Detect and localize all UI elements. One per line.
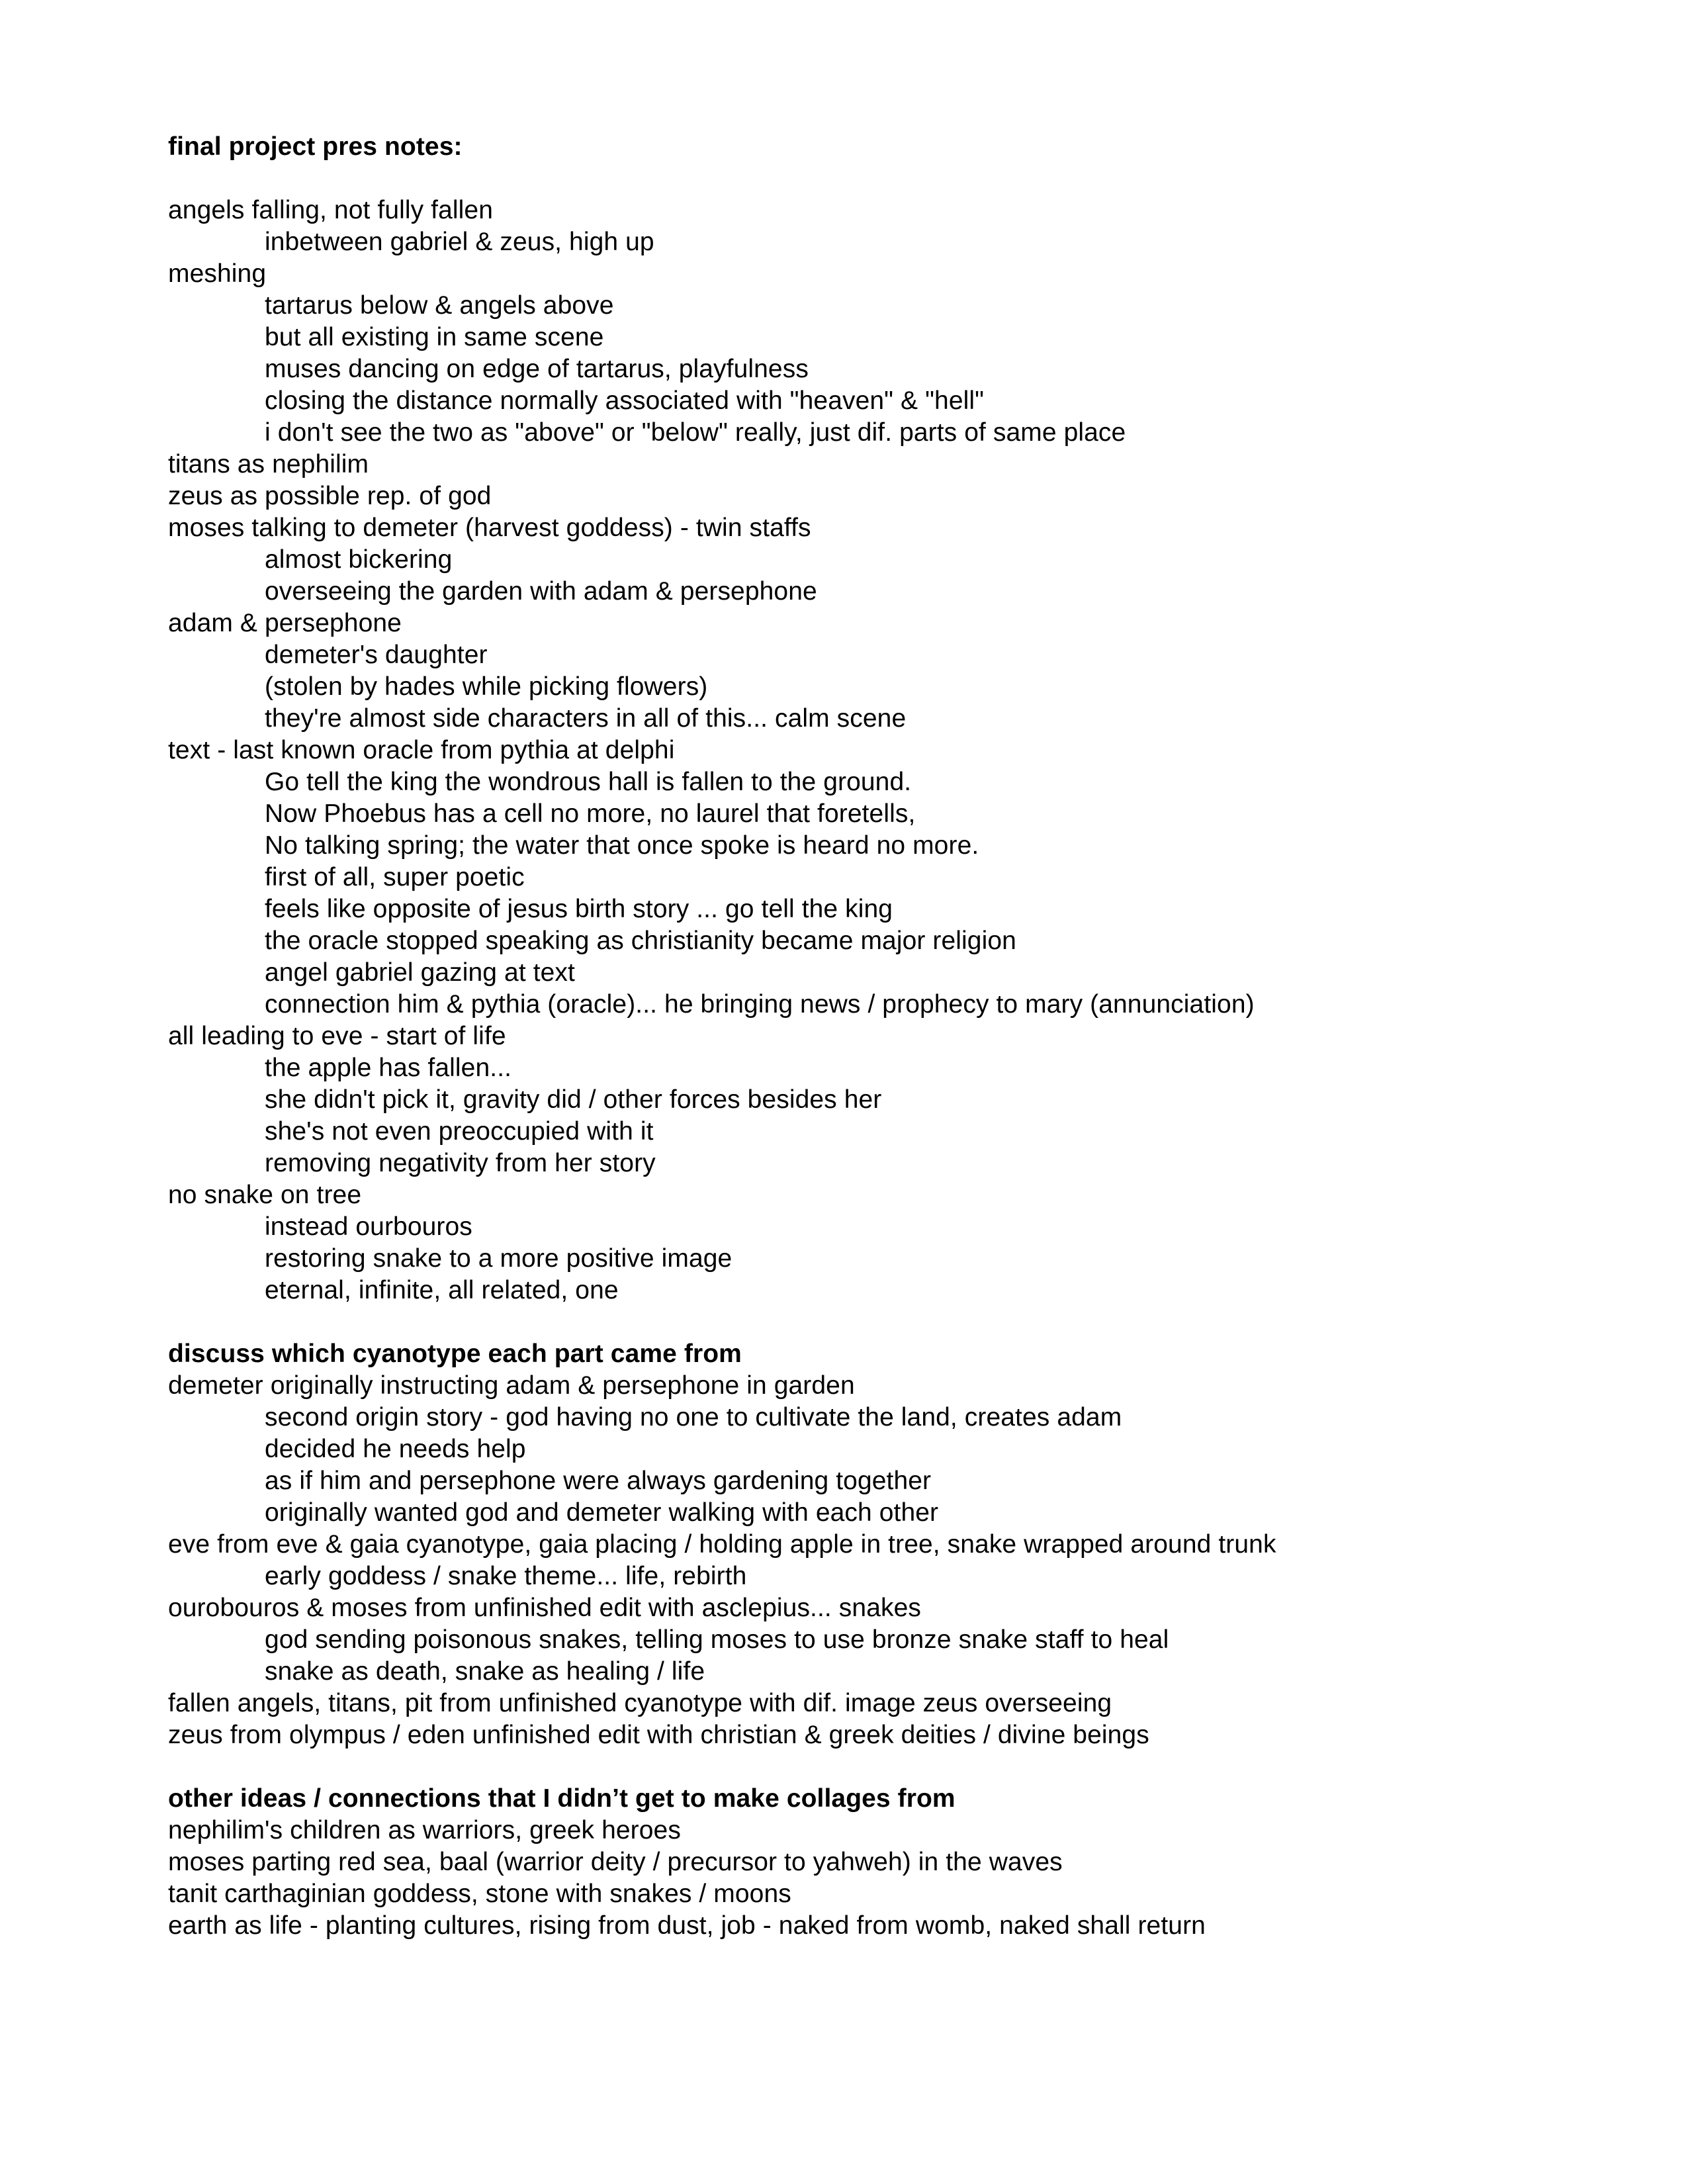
note-line: as if him and persephone were always gardening together (265, 1467, 932, 1495)
note-line: angels falling, not fully fallen (168, 196, 494, 224)
note-line: muses dancing on edge of tartarus, playfulness (265, 355, 809, 383)
blank-line (168, 1306, 1591, 1338)
note-line: No talking spring; the water that once spoke is heard no more. (265, 831, 979, 860)
note-line: early goddess / snake theme... life, rebirth (265, 1562, 747, 1590)
note-line: demeter's daughter (265, 641, 488, 669)
note-line: zeus from olympus / eden unfinished edit with christian & greek deities / divine beings (168, 1721, 1149, 1749)
note-line: angel gabriel gazing at text (265, 958, 575, 987)
notes-body (168, 131, 1591, 1942)
note-line: instead ourbouros (265, 1212, 472, 1241)
note-line: eve from eve & gaia cyanotype, gaia placing / holding apple in tree, snake wrapped around trunk (168, 1530, 1276, 1559)
note-line: the oracle stopped speaking as christianity became major religion (265, 927, 1016, 955)
note-line: all leading to eve - start of life (168, 1022, 506, 1050)
note-line: fallen angels, titans, pit from unfinished cyanotype with dif. image zeus overseeing (168, 1689, 1112, 1717)
note-line: ourobouros & moses from unfinished edit with asclepius... snakes (168, 1594, 921, 1622)
note-line: removing negativity from her story (265, 1149, 656, 1177)
note-line: closing the distance normally associated with "heaven" & "hell" (265, 387, 985, 415)
note-line: moses talking to demeter (harvest goddess) - twin staffs (168, 514, 811, 542)
note-line: tartarus below & angels above (265, 291, 614, 320)
note-line: feels like opposite of jesus birth story ... go tell the king (265, 895, 893, 923)
note-line: (stolen by hades while picking flowers) (265, 672, 708, 701)
note-line: zeus as possible rep. of god (168, 482, 492, 510)
note-line: originally wanted god and demeter walking with each other (265, 1498, 939, 1527)
note-line: inbetween gabriel & zeus, high up (265, 228, 654, 256)
note-line: she didn't pick it, gravity did / other forces besides her (265, 1085, 882, 1114)
note-line: almost bickering (265, 545, 453, 574)
note-line: first of all, super poetic (265, 863, 525, 891)
note-line: nephilim's children as warriors, greek heroes (168, 1816, 681, 1844)
note-line: connection him & pythia (oracle)... he bringing news / prophecy to mary (annunciation) (265, 990, 1255, 1019)
section-heading: other ideas / connections that I didn’t get to make collages from (168, 1784, 955, 1813)
note-line: i don't see the two as "above" or "below" really, just dif. parts of same place (265, 418, 1126, 447)
note-line: text - last known oracle from pythia at delphi (168, 736, 675, 764)
note-line: tanit carthaginian goddess, stone with snakes / moons (168, 1880, 791, 1908)
note-line: they're almost side characters in all of this... calm scene (265, 704, 907, 733)
note-line: but all existing in same scene (265, 323, 604, 351)
note-line: demeter originally instructing adam & persephone in garden (168, 1371, 855, 1400)
note-line: decided he needs help (265, 1435, 526, 1463)
note-line: earth as life - planting cultures, rising from dust, job - naked from womb, naked shall return (168, 1911, 1206, 1940)
blank-line (168, 1751, 1591, 1783)
note-line: no snake on tree (168, 1181, 362, 1209)
note-line: snake as death, snake as healing / life (265, 1657, 705, 1686)
note-line: god sending poisonous snakes, telling moses to use bronze snake staff to heal (265, 1625, 1169, 1654)
blank-line (168, 163, 1591, 195)
note-line: titans as nephilim (168, 450, 369, 478)
note-line: moses parting red sea, baal (warrior deity / precursor to yahweh) in the waves (168, 1848, 1063, 1876)
note-line: adam & persephone (168, 609, 402, 637)
section-heading: final project pres notes: (168, 132, 463, 161)
note-line: Go tell the king the wondrous hall is fallen to the ground. (265, 768, 912, 796)
note-line: she's not even preoccupied with it (265, 1117, 654, 1146)
note-line: overseeing the garden with adam & persephone (265, 577, 817, 606)
note-line: Now Phoebus has a cell no more, no laurel that foretells, (265, 799, 916, 828)
note-line: the apple has fallen... (265, 1054, 512, 1082)
note-line: second origin story - god having no one to cultivate the land, creates adam (265, 1403, 1122, 1432)
note-line: eternal, infinite, all related, one (265, 1276, 619, 1304)
note-line: meshing (168, 259, 267, 288)
section-heading: discuss which cyanotype each part came from (168, 1340, 742, 1368)
note-line: restoring snake to a more positive image (265, 1244, 733, 1273)
